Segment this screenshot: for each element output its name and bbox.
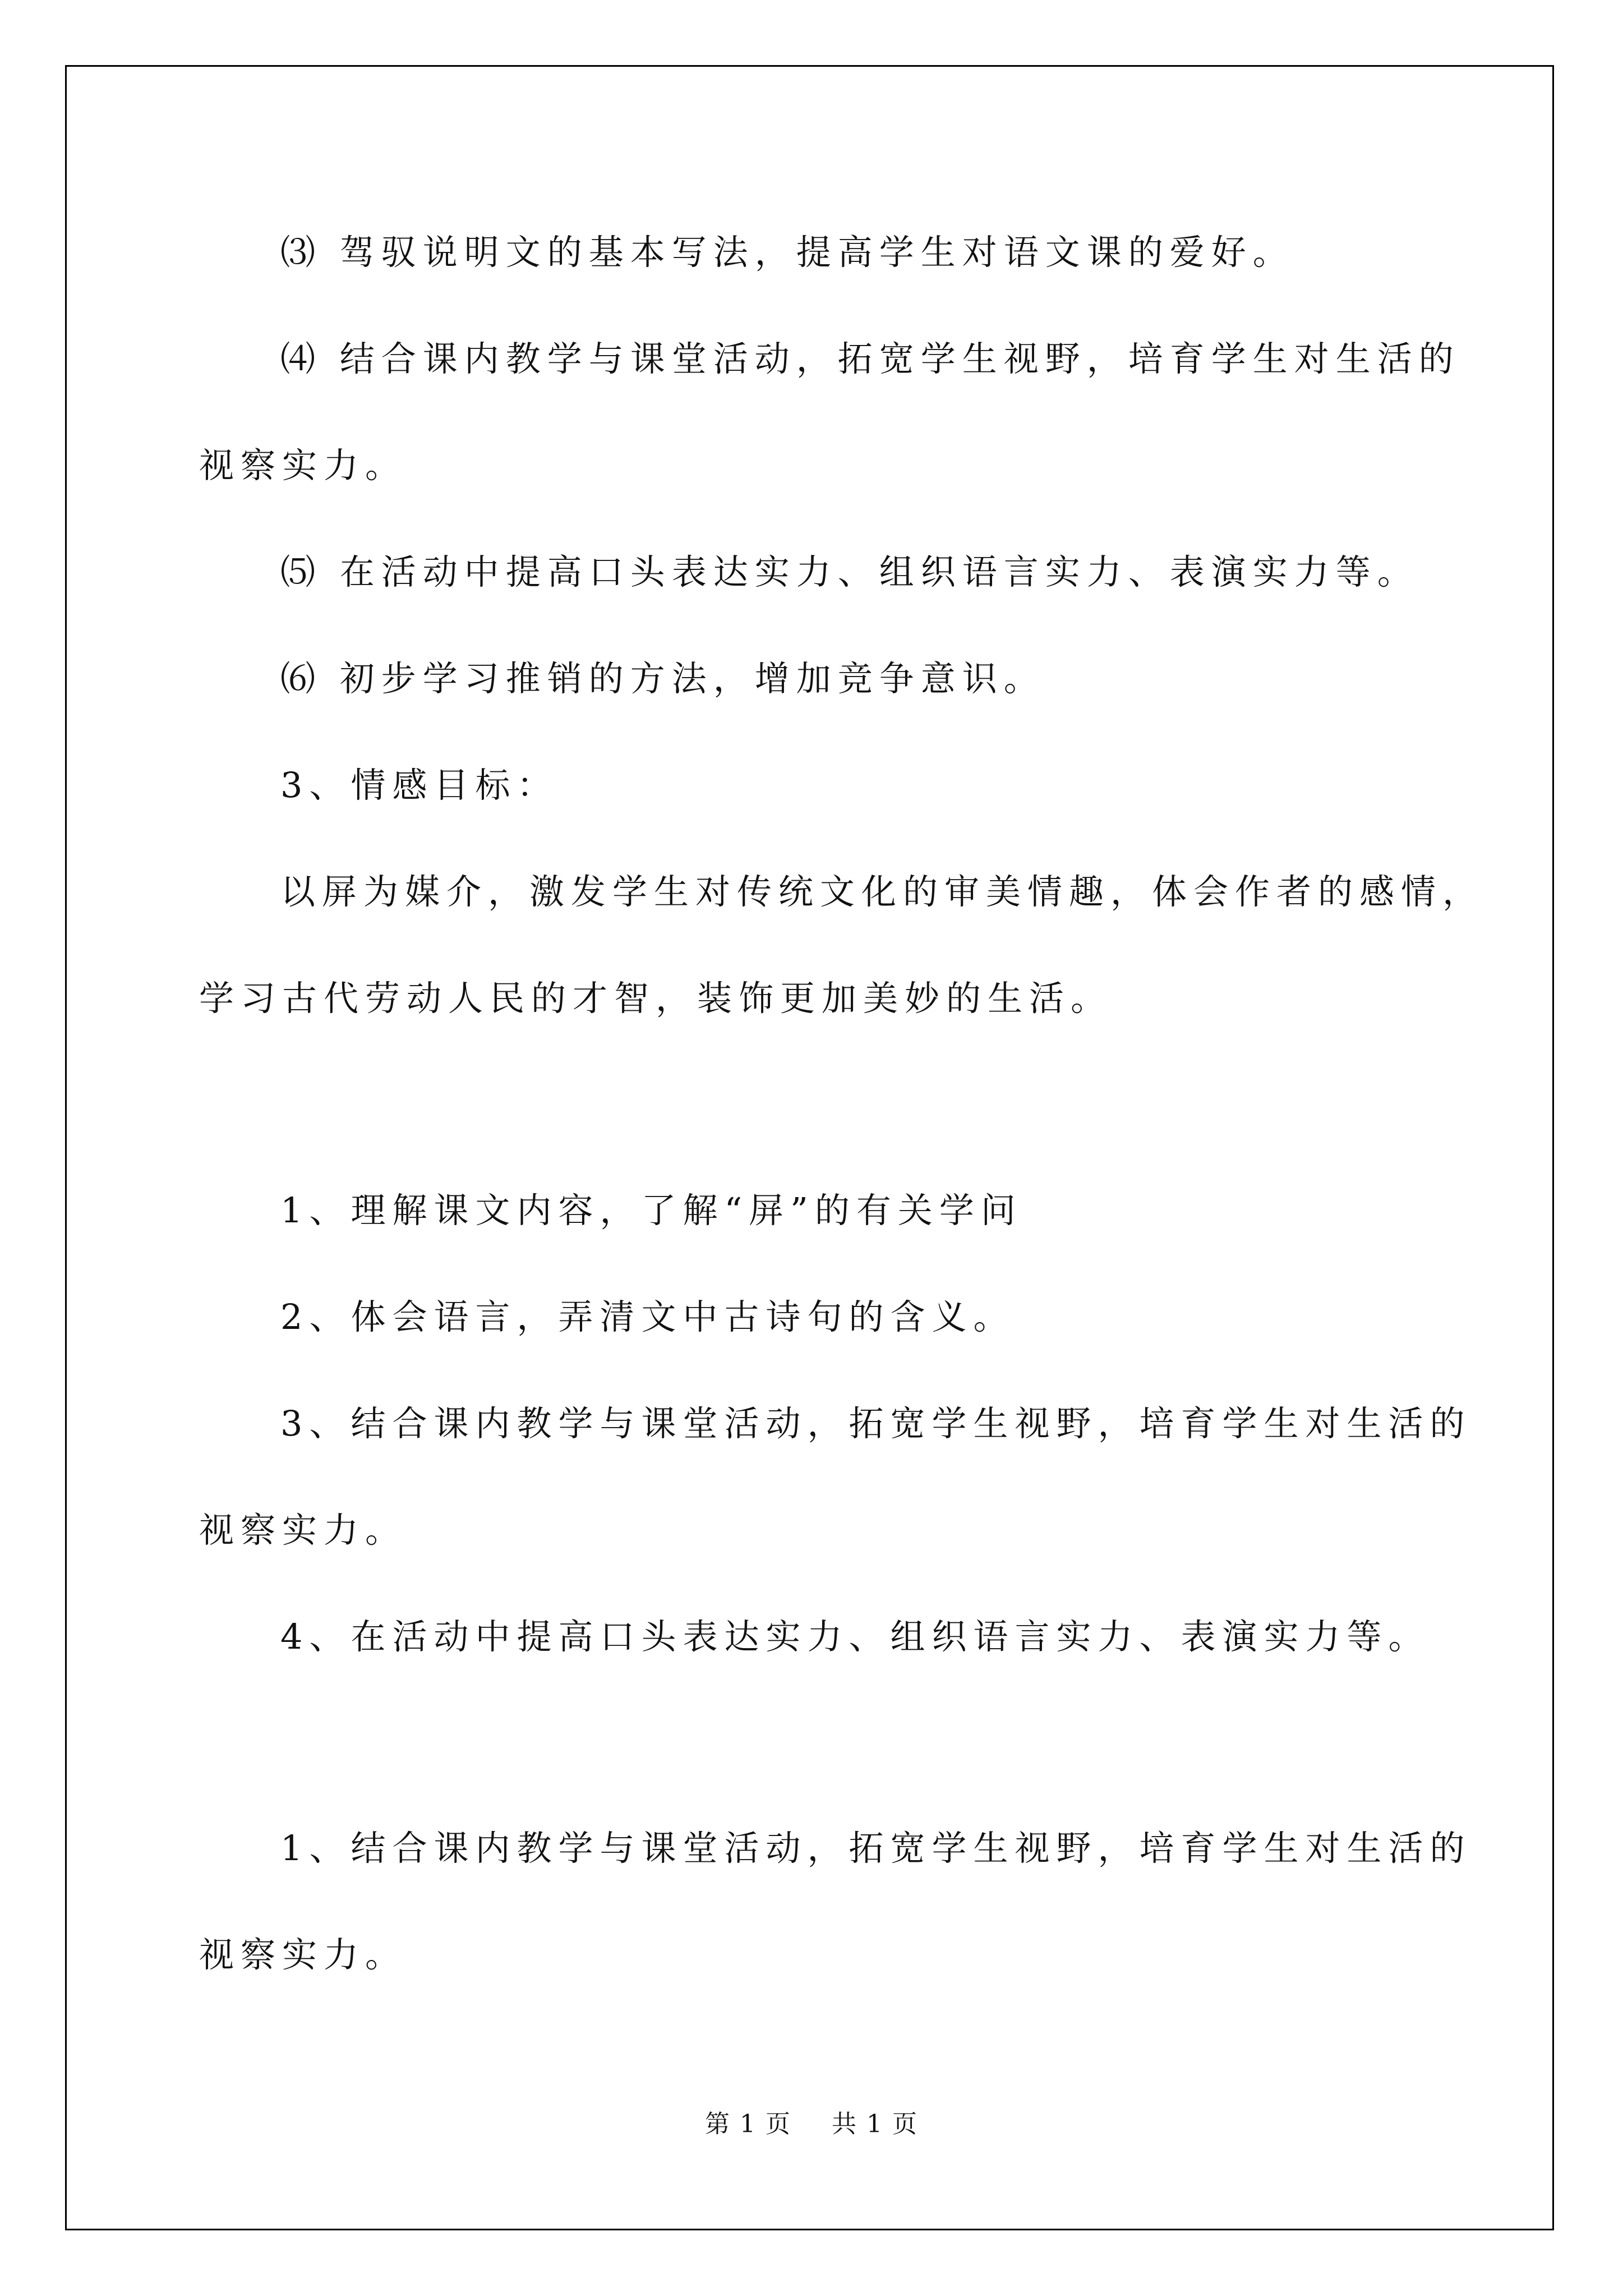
- paragraph-line: ⑹ 初步学习推销的方法，增加竞争意识。: [280, 658, 1045, 699]
- page-footer: [0, 2108, 1623, 2141]
- paragraph-line: ⑶ 驾驭说明文的基本写法，提高学生对语文课的爱好。: [280, 232, 1294, 273]
- paragraph-line: 视察实力。: [199, 1934, 407, 1975]
- paragraph-line: 3、结合课内教学与课堂活动，拓宽学生视野，培育学生对生活的: [280, 1403, 1472, 1444]
- paragraph-line: 1、理解课文内容，了解“屏”的有关学问: [280, 1190, 1022, 1231]
- paragraph-line: ⑸ 在活动中提高口头表达实力、组织语言实力、表演实力等。: [280, 551, 1419, 592]
- paragraph-line: 学习古代劳动人民的才智，装饰更加美妙的生活。: [199, 978, 1113, 1019]
- paragraph-line: 2、体会语言，弄清文中古诗句的含义。: [280, 1296, 1015, 1337]
- paragraph-line: 以屏为媒介，激发学生对传统文化的审美情趣，体会作者的感情，: [280, 871, 1484, 912]
- page-border: [65, 65, 1554, 2230]
- paragraph-line: 4、在活动中提高口头表达实力、组织语言实力、表演实力等。: [280, 1616, 1430, 1657]
- paragraph-line: 1、结合课内教学与课堂活动，拓宽学生视野，培育学生对生活的: [280, 1828, 1472, 1869]
- paragraph-line: ⑷ 结合课内教学与课堂活动，拓宽学生视野，培育学生对生活的: [280, 338, 1460, 379]
- page-number-current: 第 1 页: [705, 2110, 791, 2138]
- section-heading: 3、情感目标：: [280, 765, 559, 806]
- paragraph-line: 视察实力。: [199, 445, 407, 486]
- paragraph-line: 视察实力。: [199, 1510, 407, 1550]
- page-number-total: 共 1 页: [832, 2110, 918, 2138]
